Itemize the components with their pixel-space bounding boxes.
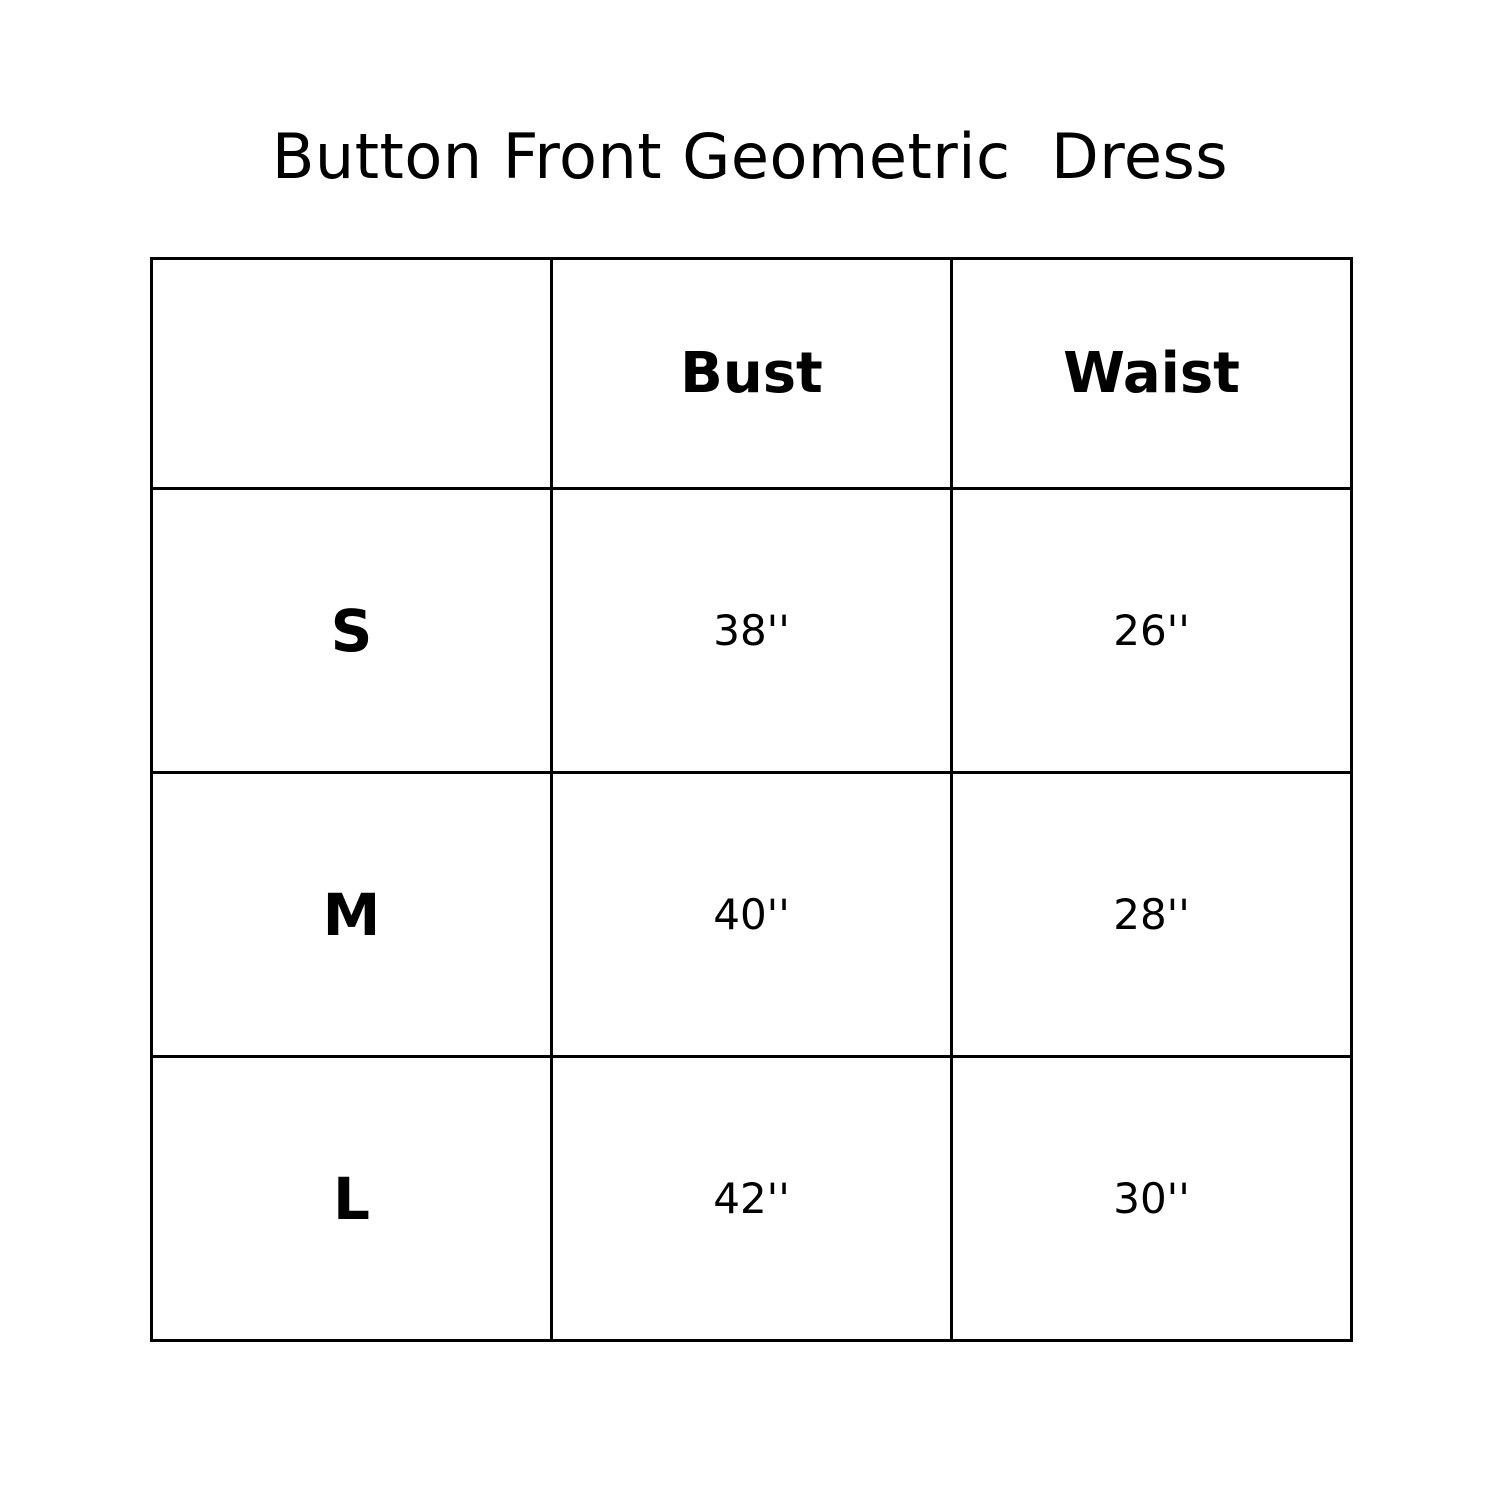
waist-value: 30''	[952, 1057, 1352, 1341]
header-cell-empty	[152, 259, 552, 489]
page-title: Button Front Geometric Dress	[271, 120, 1229, 193]
table-row	[152, 773, 1352, 1057]
table-header-row	[152, 259, 1352, 489]
waist-value: 26''	[952, 489, 1352, 773]
header-cell-waist: Waist	[952, 259, 1352, 489]
table-row	[152, 489, 1352, 773]
size-label: L	[152, 1057, 552, 1341]
size-label: M	[152, 773, 552, 1057]
table-row	[152, 1057, 1352, 1341]
bust-value: 40''	[552, 773, 952, 1057]
header-cell-bust: Bust	[552, 259, 952, 489]
size-label: S	[152, 489, 552, 773]
bust-value: 42''	[552, 1057, 952, 1341]
waist-value: 28''	[952, 773, 1352, 1057]
bust-value: 38''	[552, 489, 952, 773]
size-chart-table	[150, 257, 1353, 1342]
